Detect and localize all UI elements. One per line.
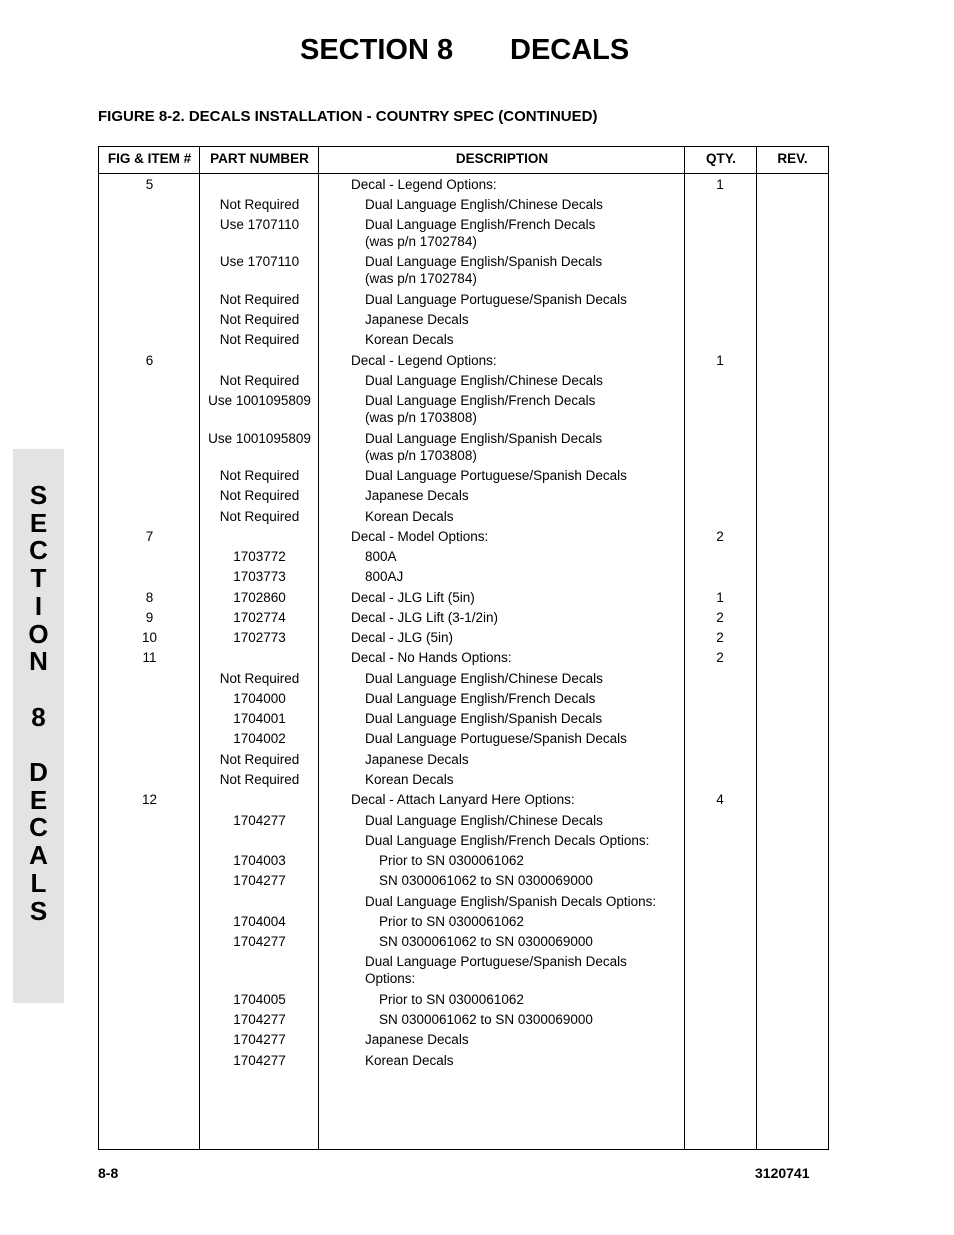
part-number-cell: 1702860	[233, 590, 286, 605]
fig-item-cell: 12	[141, 792, 158, 807]
description-cell	[319, 670, 684, 687]
description-text: Decal - JLG (5in)	[351, 630, 454, 645]
description-cell	[319, 508, 684, 525]
description-text: Decal - JLG Lift (3-1/2in)	[351, 610, 499, 625]
part-number-cell: 1704277	[233, 1012, 286, 1027]
description-cell	[319, 913, 684, 930]
part-number-cell: Not Required	[219, 373, 300, 388]
description-text: Korean Decals	[365, 1053, 454, 1068]
description-cell	[319, 730, 684, 747]
fig-item-cell: 7	[145, 529, 154, 544]
part-number-cell: Not Required	[219, 671, 300, 686]
description-text: Korean Decals	[365, 332, 454, 347]
description-cell	[319, 331, 684, 348]
description-text: Prior to SN 0300061062	[379, 914, 524, 929]
description-text: Decal - Legend Options:	[351, 353, 497, 368]
description-text-line2: (was p/n 1702784)	[365, 271, 477, 286]
part-number-cell: Use 1001095809	[208, 431, 311, 446]
description-text: SN 0300061062 to SN 0300069000	[379, 1012, 593, 1027]
col-header-qty: QTY.	[705, 151, 736, 166]
part-number-cell: Not Required	[219, 468, 300, 483]
description-text-line2: Options:	[365, 971, 416, 986]
description-cell	[319, 933, 684, 950]
description-cell	[319, 352, 684, 369]
description-text: Japanese Decals	[365, 488, 469, 503]
fig-item-cell: 5	[145, 177, 154, 192]
side-tab-label: S E C T I O N 8 D E C A L S	[28, 480, 49, 926]
description-text-line2: (was p/n 1702784)	[365, 234, 477, 249]
part-number-cell: Use 1707110	[219, 254, 300, 269]
part-number-cell: 1702774	[233, 610, 286, 625]
description-text: Dual Language English/Chinese Decals	[365, 671, 603, 686]
description-text-line2: (was p/n 1703808)	[365, 448, 477, 463]
description-text: Dual Language English/French Decals	[365, 393, 596, 408]
part-number-cell: 1704004	[233, 914, 286, 929]
parts-table	[98, 146, 829, 1150]
table-header	[99, 147, 828, 174]
description-text: Decal - JLG Lift (5in)	[351, 590, 475, 605]
description-cell	[319, 751, 684, 768]
section-number: SECTION 8	[300, 34, 454, 66]
description-cell	[319, 589, 684, 606]
description-cell	[319, 176, 684, 193]
description-text: Dual Language English/Chinese Decals	[365, 373, 603, 388]
description-text: Dual Language English/French Decals	[365, 691, 596, 706]
qty-cell: 4	[716, 792, 724, 807]
part-number-cell: 1704001	[233, 711, 286, 726]
part-number-cell: 1704003	[233, 853, 286, 868]
qty-cell: 2	[716, 630, 724, 645]
section-side-tab	[13, 449, 64, 1003]
part-number-cell: 1702773	[233, 630, 286, 645]
description-text: Dual Language Portuguese/Spanish Decals	[365, 954, 627, 969]
description-cell	[319, 629, 684, 646]
description-text: 800A	[365, 549, 397, 564]
qty-cell: 1	[716, 177, 724, 192]
description-cell	[319, 812, 684, 829]
fig-item-cell: 11	[142, 650, 157, 665]
description-cell	[319, 253, 684, 287]
description-text: Korean Decals	[365, 509, 454, 524]
part-number-cell: 1704005	[233, 992, 286, 1007]
description-text: Dual Language Portuguese/Spanish Decals	[365, 292, 627, 307]
description-cell	[319, 690, 684, 707]
col-header-part-number: PART NUMBER	[210, 151, 309, 166]
description-text: Dual Language English/Spanish Decals	[365, 431, 603, 446]
qty-cell: 1	[716, 590, 724, 605]
description-cell	[319, 893, 684, 910]
description-cell	[319, 1011, 684, 1028]
description-text: Japanese Decals	[365, 1032, 469, 1047]
part-number-cell: 1704277	[233, 873, 286, 888]
description-cell	[319, 832, 684, 849]
description-text: SN 0300061062 to SN 0300069000	[379, 934, 593, 949]
figure-title: FIGURE 8-2. DECALS INSTALLATION - COUNTRY SPEC (CONTINUED)	[98, 108, 598, 125]
description-text: Decal - Attach Lanyard Here Options:	[351, 792, 575, 807]
part-number-cell: 1704277	[233, 1053, 286, 1068]
part-number-cell: 1704002	[233, 731, 286, 746]
part-number-cell: Not Required	[219, 197, 300, 212]
description-cell	[319, 392, 684, 426]
description-text: Decal - Legend Options:	[351, 177, 497, 192]
page-number: 8-8	[98, 1165, 119, 1181]
description-cell	[319, 196, 684, 213]
description-text: Japanese Decals	[365, 312, 469, 327]
part-number-cell: 1704277	[233, 1032, 286, 1047]
description-cell	[319, 1031, 684, 1048]
col-header-rev: REV.	[777, 151, 808, 166]
fig-item-cell: 8	[145, 590, 154, 605]
description-text-line2: (was p/n 1703808)	[365, 410, 477, 425]
description-cell	[319, 311, 684, 328]
part-number-cell: 1703773	[233, 569, 286, 584]
part-number-cell: Not Required	[219, 772, 300, 787]
part-number-cell: Not Required	[219, 752, 300, 767]
description-cell	[319, 430, 684, 464]
col-header-description: DESCRIPTION	[455, 151, 549, 166]
part-number-cell: Not Required	[219, 312, 300, 327]
page-header	[0, 32, 954, 72]
description-text: Prior to SN 0300061062	[379, 992, 524, 1007]
col-header-fig-item: FIG & ITEM #	[107, 151, 192, 166]
description-text: Dual Language Portuguese/Spanish Decals	[365, 731, 627, 746]
description-text: Decal - Model Options:	[351, 529, 489, 544]
description-cell	[319, 710, 684, 727]
description-text: 800AJ	[365, 569, 404, 584]
description-text: Japanese Decals	[365, 752, 469, 767]
description-text: Korean Decals	[365, 772, 454, 787]
part-number-cell: 1704277	[233, 813, 286, 828]
part-number-cell: Not Required	[219, 292, 300, 307]
description-text: Prior to SN 0300061062	[379, 853, 524, 868]
description-text: Dual Language Portuguese/Spanish Decals	[365, 468, 627, 483]
qty-cell: 1	[716, 353, 724, 368]
part-number-cell: Use 1707110	[219, 217, 300, 232]
description-text: Dual Language English/Chinese Decals	[365, 813, 603, 828]
fig-item-cell: 6	[145, 353, 154, 368]
qty-cell: 2	[716, 610, 724, 625]
qty-cell: 2	[716, 650, 724, 665]
part-number-cell: 1703772	[233, 549, 286, 564]
description-cell	[319, 548, 684, 565]
part-number-cell: Not Required	[219, 509, 300, 524]
part-number-cell: 1704000	[233, 691, 286, 706]
qty-cell: 2	[716, 529, 724, 544]
description-text: SN 0300061062 to SN 0300069000	[379, 873, 593, 888]
description-text: Dual Language English/French Decals Options:	[365, 833, 650, 848]
column-divider	[756, 147, 757, 1149]
part-number-cell: Use 1001095809	[208, 393, 311, 408]
part-number-cell: 1704277	[233, 934, 286, 949]
description-cell	[319, 852, 684, 869]
part-number-cell: Not Required	[219, 332, 300, 347]
description-cell	[319, 291, 684, 308]
section-title: DECALS	[510, 34, 630, 66]
description-cell	[319, 372, 684, 389]
fig-item-cell: 10	[141, 630, 158, 645]
description-text: Dual Language English/Chinese Decals	[365, 197, 603, 212]
description-cell	[319, 649, 684, 666]
description-cell	[319, 953, 684, 987]
part-number-cell: Not Required	[219, 488, 300, 503]
description-cell	[319, 467, 684, 484]
document-number: 3120741	[755, 1165, 810, 1181]
description-cell	[319, 791, 684, 808]
description-cell	[319, 1052, 684, 1069]
description-cell	[319, 528, 684, 545]
description-cell	[319, 771, 684, 788]
description-text: Dual Language English/Spanish Decals	[365, 254, 603, 269]
description-cell	[319, 872, 684, 889]
description-cell	[319, 609, 684, 626]
column-divider	[684, 147, 685, 1149]
description-cell	[319, 991, 684, 1008]
description-text: Dual Language English/Spanish Decals Options:	[365, 894, 657, 909]
description-cell	[319, 568, 684, 585]
description-cell	[319, 487, 684, 504]
description-text: Decal - No Hands Options:	[351, 650, 512, 665]
description-cell	[319, 216, 684, 250]
fig-item-cell: 9	[145, 610, 154, 625]
description-text: Dual Language English/Spanish Decals	[365, 711, 603, 726]
description-text: Dual Language English/French Decals	[365, 217, 596, 232]
